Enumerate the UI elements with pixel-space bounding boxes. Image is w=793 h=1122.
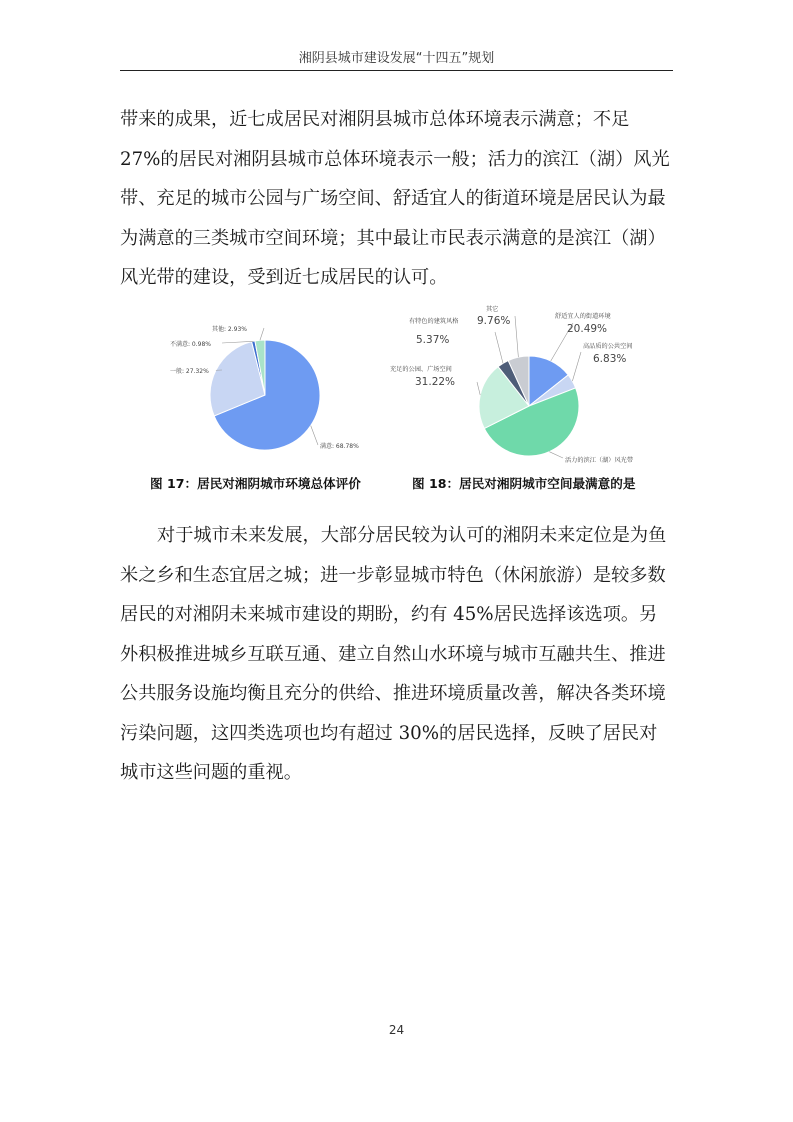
leader-line bbox=[572, 352, 581, 381]
figure-18-caption: 图 18：居民对湘阴城市空间最满意的是 bbox=[412, 476, 636, 491]
slice-label: 其他: 2.93% bbox=[212, 326, 247, 333]
slice-value: 20.49% bbox=[567, 323, 608, 335]
slice-label: 满意: 68.78% bbox=[320, 443, 359, 450]
leader-line bbox=[495, 332, 503, 363]
chart-17-svg bbox=[170, 310, 380, 470]
leader-line bbox=[515, 316, 518, 357]
slice-name: 舒适宜人的街道环境 bbox=[555, 313, 611, 320]
leader-line bbox=[549, 452, 563, 458]
slice-value: 9.76% bbox=[477, 315, 511, 327]
slice-value: 31.22% bbox=[415, 376, 456, 388]
slice-value: 5.37% bbox=[416, 334, 450, 346]
chart-18 bbox=[385, 296, 670, 474]
page-number: 24 bbox=[388, 1023, 405, 1037]
paragraph-2: 对于城市未来发展，大部分居民较为认可的湘阴未来定位是为鱼米之乡和生态宜居之城；进一步彰显城市特色（休闲旅游）是较多数居民的对湘阴未来城市建设的期盼，约有 45%居民选择该选项。另外积极推进城乡互联互通、建立自然山水环境与城市互融共生、推进公共服务设施均衡且充分的供给、推进环境质量改善，解决各类环境污染问题，这四类选项也均有超过 30%的居民选择，反映了居民对城市这些问题的重视。 bbox=[120, 525, 667, 783]
slice-name: 有特色的建筑风格 bbox=[409, 318, 459, 325]
paragraph-1: 带来的成果，近七成居民对湘阴县城市总体环境表示满意；不足 27%的居民对湘阴县城市总体环境表示一般；活力的滨江（湖）风光带、充足的城市公园与广场空间、舒适宜人的街道环境是居民认为最为满意的三类城市空间环境；其中最让市民表示满意的是滨江（湖）风光带的建设，受到近七成居民的认可。 bbox=[120, 109, 670, 288]
leader-line bbox=[260, 328, 264, 340]
slice-value: 6.83% bbox=[593, 353, 627, 365]
slice-name: 高品质的公共空间 bbox=[583, 343, 633, 350]
slice-name: 其它 bbox=[486, 306, 499, 313]
slice-label: 不满意: 0.98% bbox=[170, 341, 211, 348]
header-divider bbox=[120, 70, 673, 71]
leader-line bbox=[477, 382, 480, 395]
chart-17 bbox=[170, 310, 380, 470]
slice-name: 充足的公园、广场空间 bbox=[390, 366, 452, 373]
slice-label: 一般: 27.32% bbox=[170, 368, 209, 375]
figure-17-caption: 图 17：居民对湘阴城市环境总体评价 bbox=[150, 476, 361, 491]
page-header: 湘阴县城市建设发展“十四五”规划 bbox=[298, 51, 495, 66]
slice-name: 活力的滨江（湖）风光带 bbox=[565, 457, 634, 464]
leader-line bbox=[311, 426, 318, 445]
chart-18-svg bbox=[385, 296, 670, 474]
